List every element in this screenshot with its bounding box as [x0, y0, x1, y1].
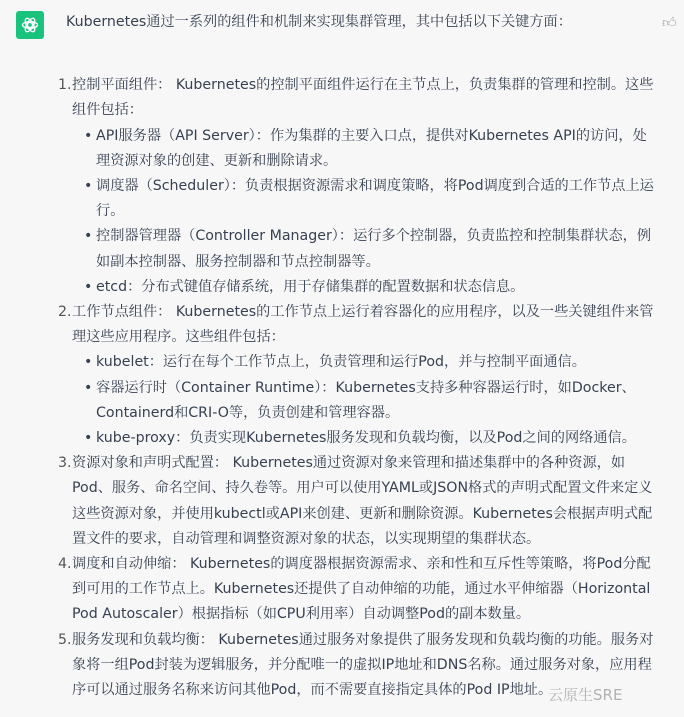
- watermark: 云原生SRE: [548, 686, 623, 704]
- list-item: [58, 552, 656, 628]
- sub-list-item: • 调度器（Scheduler）：负责根据资源需求和调度策略，将Pod调度到合适的工作节点上运行。: [90, 174, 656, 224]
- assistant-message: [58, 10, 656, 703]
- item-number: 3.: [58, 455, 72, 472]
- item-number: 1.: [58, 77, 72, 94]
- item-text: 调度和自动伸缩： Kubernetes的调度器根据资源需求、亲和性和互斥性等策略，将Pod分配到可用的工作节点上。Kubernetes还提供了自动伸缩的功能，通过水平伸缩器（Horizontal Pod Autoscaler）根据指标（如CPU利用率）自动调整Pod的副本数量。: [72, 556, 651, 623]
- list-item: [58, 451, 656, 552]
- sub-list-item: • kubelet：运行在每个工作节点上，负责管理和运行Pod，并与控制平面通信。: [90, 350, 656, 375]
- sub-list-item: • 容器运行时（Container Runtime）：Kubernetes支持多种容器运行时，如Docker、Containerd和CRI-O等，负责创建和管理容器。: [90, 376, 656, 426]
- item-text: 资源对象和声明式配置： Kubernetes通过资源对象来管理和描述集群中的各种资源，如Pod、服务、命名空间、持久卷等。用户可以使用YAML或JSON格式的声明式配置文件来定义这些资源对象，并使用kubectl或API来创建、更新和删除资源。Kubernetes会根据声明式配置文件的要求，自动管理和调整资源对象的状态，以实现期望的集群状态。: [72, 455, 653, 547]
- key-aspects-list: [58, 73, 656, 703]
- sub-list: [72, 124, 656, 300]
- sub-list-item: • 控制器管理器（Controller Manager）：运行多个控制器，负责监控和控制集群状态，例如副本控制器、服务控制器和节点控制器等。: [90, 224, 656, 274]
- list-item: [58, 300, 656, 451]
- openai-logo-icon: [20, 15, 40, 35]
- sub-list-item: • API服务器（API Server）：作为集群的主要入口点，提供对Kubernetes API的访问，处理资源对象的创建、更新和删除请求。: [90, 124, 656, 174]
- item-text: 控制平面组件： Kubernetes的控制平面组件运行在主节点上，负责集群的管理和控制。这些组件包括：: [72, 77, 654, 119]
- item-number: 4.: [58, 556, 72, 573]
- chatgpt-avatar: [16, 11, 44, 39]
- item-text: 服务发现和负载均衡： Kubernetes通过服务对象提供了服务发现和负载均衡的功能。服务对象将一组Pod封装为逻辑服务，并分配唯一的虚拟IP地址和DNS名称。通过服务对象，应用程序可以通过服务名称来访问其他Pod，而不需要直接指定具体的Pod IP地址。: [72, 631, 654, 699]
- sub-list: [72, 350, 656, 451]
- thumbs-up-icon[interactable]: 👍︎: [662, 15, 677, 31]
- item-number: 2.: [58, 304, 72, 321]
- sub-list-item: • etcd：分布式键值存储系统，用于存储集群的配置数据和状态信息。: [90, 275, 656, 300]
- item-number: 5.: [58, 631, 72, 648]
- list-item: [58, 73, 656, 300]
- sub-list-item: • kube-proxy：负责实现Kubernetes服务发现和负载均衡，以及Pod之间的网络通信。: [90, 426, 656, 451]
- intro-text: Kubernetes通过一系列的组件和机制来实现集群管理，其中包括以下关键方面：: [66, 14, 572, 30]
- item-text: 工作节点组件： Kubernetes的工作节点上运行着容器化的应用程序，以及一些关键组件来管理这些应用程序。这些组件包括：: [72, 304, 654, 346]
